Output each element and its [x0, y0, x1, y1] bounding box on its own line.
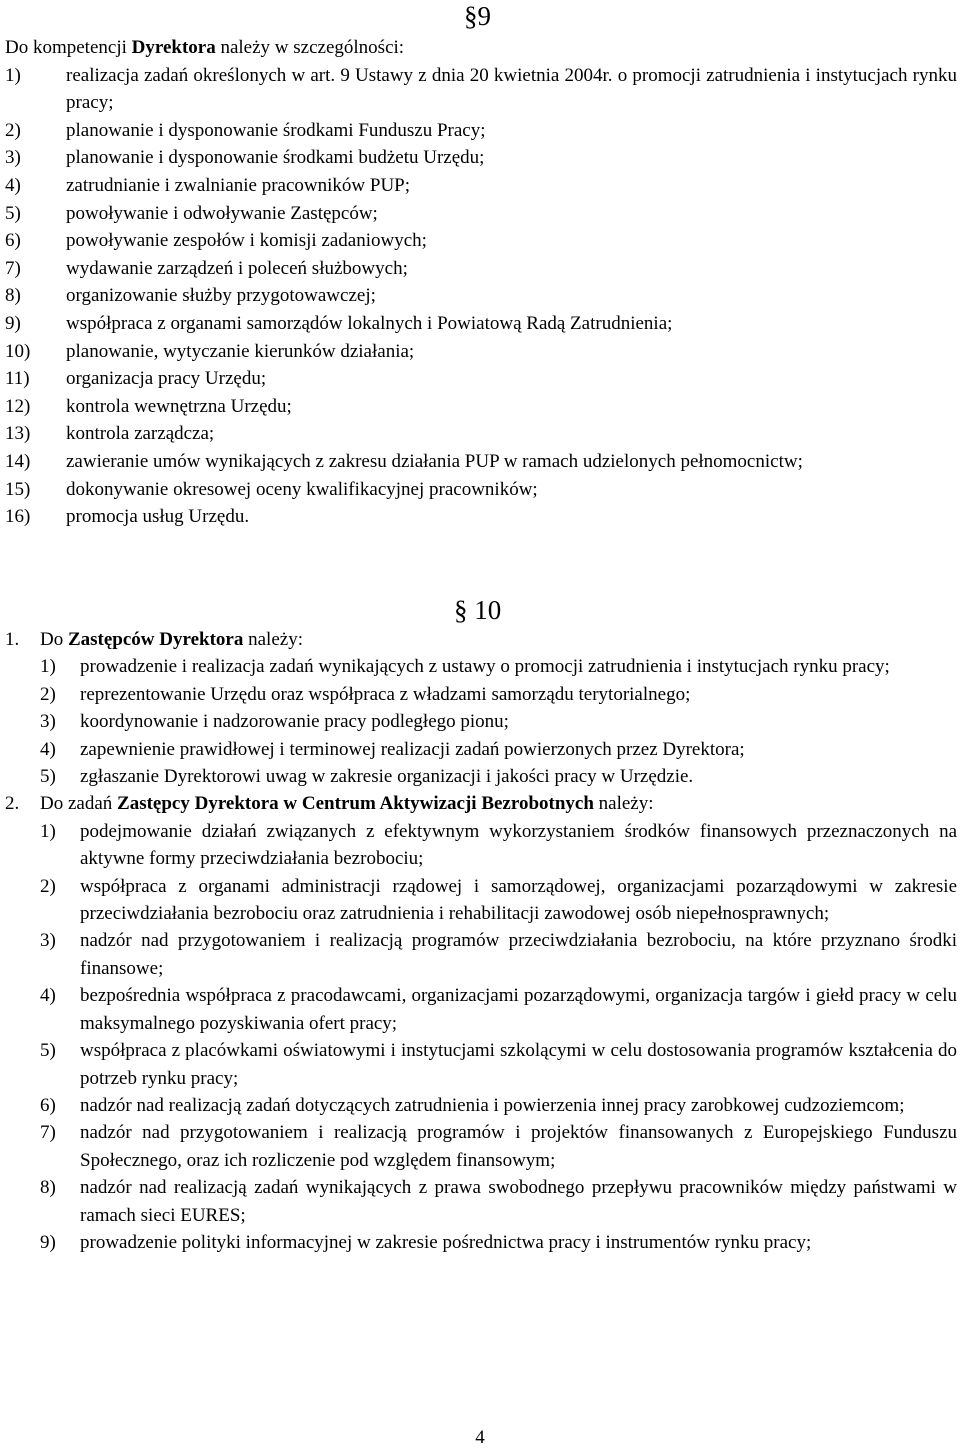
list-item — [5, 144, 957, 172]
lead-bold-term: Zastępcy Dyrektora w Centrum Aktywizacji Bezrobotnych — [117, 793, 594, 815]
list-item — [5, 282, 957, 310]
item-number: 3) — [40, 930, 56, 952]
list-item — [5, 117, 957, 145]
item-text: planowanie i dysponowanie środkami Funduszu Pracy; — [66, 119, 486, 141]
item-text: kontrola wewnętrzna Urzędu; — [66, 395, 292, 417]
item-number: 13) — [5, 423, 31, 445]
item-text: koordynowanie i nadzorowanie pracy podległego pionu; — [80, 711, 509, 733]
item-number: 9) — [5, 312, 21, 334]
lead-text-end: należy: — [243, 629, 303, 650]
lead-text: Do — [40, 629, 68, 650]
item-text: promocja usług Urzędu. — [66, 506, 250, 528]
list-item — [40, 1092, 957, 1119]
lead-text: Do zadań — [40, 793, 118, 815]
list-item — [40, 681, 957, 708]
section-9-list — [5, 62, 957, 531]
item-text: prowadzenie polityki informacyjnej w zakresie pośrednictwa pracy i instrumentów rynku pracy; — [80, 1231, 812, 1253]
list-item — [5, 255, 957, 283]
item-text: zapewnienie prawidłowej i terminowej realizacji zadań powierzonych przez Dyrektora; — [80, 738, 745, 760]
list-item — [40, 1174, 957, 1229]
item-text: reprezentowanie Urzędu oraz współpraca z władzami samorządu terytorialnego; — [80, 683, 691, 705]
item-text: zatrudnianie i zwalnianie pracowników PUP; — [66, 174, 411, 196]
section-9-intro — [5, 34, 957, 62]
item-number: 10) — [5, 340, 31, 362]
item-text: nadzór nad realizacją zadań dotyczących zatrudnienia i powierzenia innej pracy zarobkowej cudzoziemcom; — [80, 1094, 905, 1116]
list-item — [40, 708, 957, 735]
item-number: 1) — [5, 64, 21, 86]
item-text: bezpośrednia współpraca z pracodawcami, organizacjami pozarządowymi, organizacja targów i giełd pracy w celu maksymalnego pozyskiwania ofert pracy; — [80, 985, 957, 1034]
lead-text-end: należy: — [593, 793, 654, 815]
list-item — [5, 200, 957, 228]
list-item — [40, 873, 957, 928]
item-text: planowanie, wytyczanie kierunków działania; — [66, 340, 415, 362]
part-2-list — [40, 818, 957, 1257]
item-number: 1) — [40, 820, 56, 842]
item-text: zgłaszanie Dyrektorowi uwag w zakresie organizacji i jakości pracy w Urzędzie. — [80, 766, 694, 788]
part-number: 1. — [5, 629, 20, 650]
list-item — [5, 310, 957, 338]
item-number: 9) — [40, 1231, 56, 1253]
item-number: 5) — [40, 1040, 56, 1062]
section-9-body — [5, 34, 957, 531]
list-item — [40, 763, 957, 790]
list-item — [5, 476, 957, 504]
list-item — [5, 393, 957, 421]
item-text: wydawanie zarządzeń i poleceń służbowych; — [66, 257, 408, 279]
part-number: 2. — [5, 793, 20, 815]
item-number: 16) — [5, 506, 31, 528]
item-number: 8) — [5, 285, 21, 307]
item-text: organizacja pracy Urzędu; — [66, 368, 267, 390]
part-2-lead — [40, 790, 957, 817]
list-item — [40, 653, 957, 680]
item-text: kontrola zarządcza; — [66, 423, 215, 445]
list-item — [40, 736, 957, 763]
item-number: 4) — [40, 738, 56, 760]
item-text: powoływanie i odwoływanie Zastępców; — [66, 202, 378, 224]
item-text: współpraca z placówkami oświatowymi i instytucjami szkolącymi w celu dostosowania programów kształcenia do potrzeb rynku pracy; — [80, 1040, 957, 1089]
list-item — [5, 365, 957, 393]
item-number: 2) — [40, 683, 56, 705]
item-text: planowanie i dysponowanie środkami budżetu Urzędu; — [66, 147, 485, 169]
item-text: realizacja zadań określonych w art. 9 Ustawy z dnia 20 kwietnia 2004r. o promocji zatrudnienia i instytucjach rynku pracy; — [66, 64, 957, 114]
item-number: 8) — [40, 1177, 56, 1199]
item-number: 1) — [40, 656, 56, 678]
item-text: prowadzenie i realizacja zadań wynikających z ustawy o promocji zatrudnienia i instytucjach rynku pracy; — [80, 656, 890, 678]
item-text: nadzór nad realizacją zadań wynikających z prawa swobodnego przepływu pracowników między państwami w ramach sieci EURES; — [80, 1177, 957, 1226]
item-number: 4) — [5, 174, 21, 196]
list-item — [5, 420, 957, 448]
item-number: 5) — [40, 766, 56, 788]
list-item — [5, 227, 957, 255]
section-10-part-2 — [5, 790, 957, 1256]
item-text: nadzór nad przygotowaniem i realizacją programów przeciwdziałania bezrobociu, na które przyznano środki finansowe; — [80, 930, 957, 979]
part-1-lead — [40, 626, 957, 653]
intro-text: Do kompetencji — [5, 37, 132, 58]
intro-text-end: należy w szczególności: — [215, 37, 405, 58]
list-item — [40, 1229, 957, 1256]
item-number: 7) — [40, 1122, 56, 1144]
item-text: organizowanie służby przygotowawczej; — [66, 285, 376, 307]
item-number: 14) — [5, 450, 31, 472]
list-item — [5, 448, 957, 476]
list-item — [40, 1037, 957, 1092]
list-item — [40, 818, 957, 873]
section-10-heading: § 10 — [454, 595, 502, 625]
item-number: 7) — [5, 257, 21, 279]
lead-bold-term: Zastępców Dyrektora — [67, 629, 244, 650]
section-9-heading: §9 — [464, 1, 491, 31]
part-1-list — [40, 653, 957, 790]
item-text: dokonywanie okresowej oceny kwalifikacyjnej pracowników; — [66, 478, 538, 500]
item-number: 3) — [5, 147, 21, 169]
section-10-part-1 — [5, 626, 957, 790]
item-text: nadzór nad przygotowaniem i realizacją programów i projektów finansowanych z Europejskiego Funduszu Społecznego, oraz ich rozliczenie pod względem finansowym; — [80, 1122, 957, 1171]
item-number: 15) — [5, 478, 31, 500]
list-item — [5, 338, 957, 366]
intro-bold-term: Dyrektora — [131, 37, 216, 58]
list-item — [40, 1119, 957, 1174]
item-number: 2) — [40, 875, 56, 897]
section-10-body — [5, 626, 957, 1256]
item-number: 6) — [40, 1094, 56, 1116]
page-number: 4 — [475, 1427, 485, 1448]
item-number: 5) — [5, 202, 21, 224]
item-text: zawieranie umów wynikających z zakresu działania PUP w ramach udzielonych pełnomocnictw; — [66, 450, 803, 472]
item-number: 2) — [5, 119, 21, 141]
item-text: współpraca z organami administracji rządowej i samorządowej, organizacjami pozarządowymi w zakresie przeciwdziałania bezrobociu oraz zatrudnienia i rehabilitacji zawodowej osób niepełnosprawnych; — [80, 875, 957, 925]
item-number: 12) — [5, 395, 31, 417]
item-text: współpraca z organami samorządów lokalnych i Powiatową Radą Zatrudnienia; — [66, 312, 673, 334]
list-item — [40, 927, 957, 982]
list-item — [5, 62, 957, 117]
item-number: 4) — [40, 985, 56, 1007]
item-text: powoływanie zespołów i komisji zadaniowych; — [66, 230, 427, 252]
item-number: 6) — [5, 230, 21, 252]
item-number: 3) — [40, 711, 56, 733]
item-number: 11) — [5, 368, 30, 390]
list-item — [40, 982, 957, 1037]
list-item — [5, 503, 957, 531]
list-item — [5, 172, 957, 200]
item-text: podejmowanie działań związanych z efektywnym wykorzystaniem środków finansowych przeznaczonych na aktywne formy przeciwdziałania bezrobociu; — [80, 820, 957, 870]
